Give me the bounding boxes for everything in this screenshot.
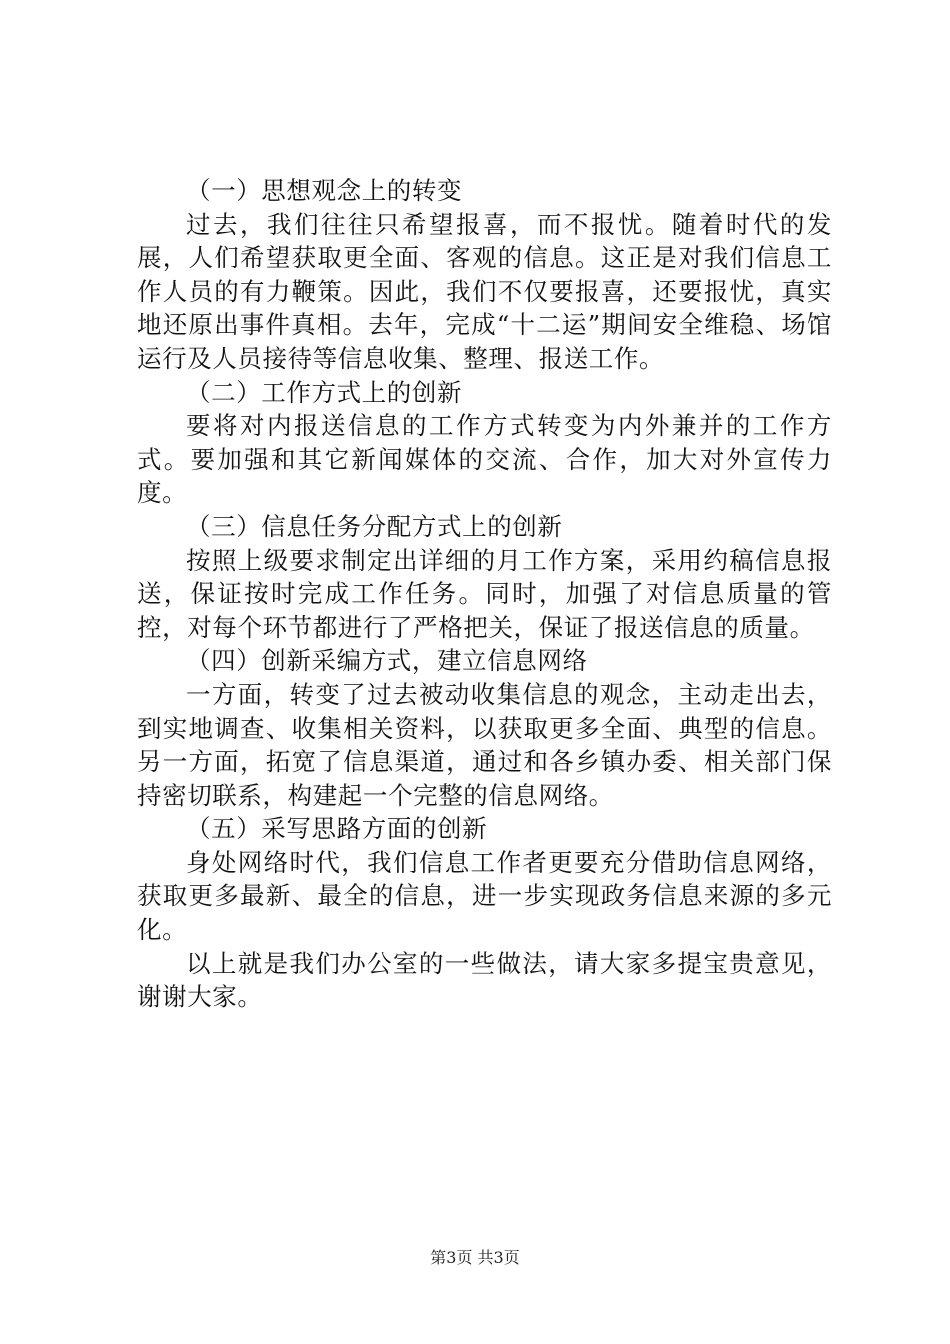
section-heading-4: （四）创新采编方式，建立信息网络 <box>186 646 588 676</box>
section-paragraph-2: 要将对内报送信息的工作方式转变为内外兼并的工作方式。要加强和其它新闻媒体的交流、合作，加大对外宣传力度。 <box>137 411 832 508</box>
section-heading-1: （一）思想观念上的转变 <box>186 176 463 205</box>
closing-paragraph: 以上就是我们办公室的一些做法，请大家多提宝贵意见，谢谢大家。 <box>137 948 832 1012</box>
section-paragraph-3: 按照上级要求制定出详细的月工作方案，采用约稿信息报送，保证按时完成工作任务。同时，加强了对信息质量的管控，对每个环节都进行了严格把关，保证了报送信息的质量。 <box>137 545 832 642</box>
section-heading-2: （二）工作方式上的创新 <box>186 377 463 407</box>
page-footer <box>0 1245 950 1268</box>
document-body <box>137 174 832 1014</box>
section-paragraph-1: 过去，我们往往只希望报喜，而不报忧。随着时代的发展，人们希望获取更全面、客观的信息。这正是对我们信息工作人员的有力鞭策。因此，我们不仅要报喜，还要报忧，真实地还原出事件真相。去年，完成“十二运”期间安全维稳、场馆运行及人员接待等信息收集、整理、报送工作。 <box>137 209 832 373</box>
section-paragraph-4: 一方面，转变了过去被动收集信息的观念，主动走出去，到实地调查、收集相关资料，以获取更多全面、典型的信息。另一方面，拓宽了信息渠道，通过和各乡镇办委、相关部门保持密切联系，构建起一个完整的信息网络。 <box>137 679 832 810</box>
page-number-label: 第3页 共3页 <box>430 1248 520 1267</box>
section-heading-5: （五）采写思路方面的创新 <box>186 814 488 844</box>
section-paragraph-5: 身处网络时代，我们信息工作者更要充分借助信息网络，获取更多最新、最全的信息，进一步实现政务信息来源的多元化。 <box>137 847 832 945</box>
section-heading-3: （三）信息任务分配方式上的创新 <box>186 511 563 541</box>
